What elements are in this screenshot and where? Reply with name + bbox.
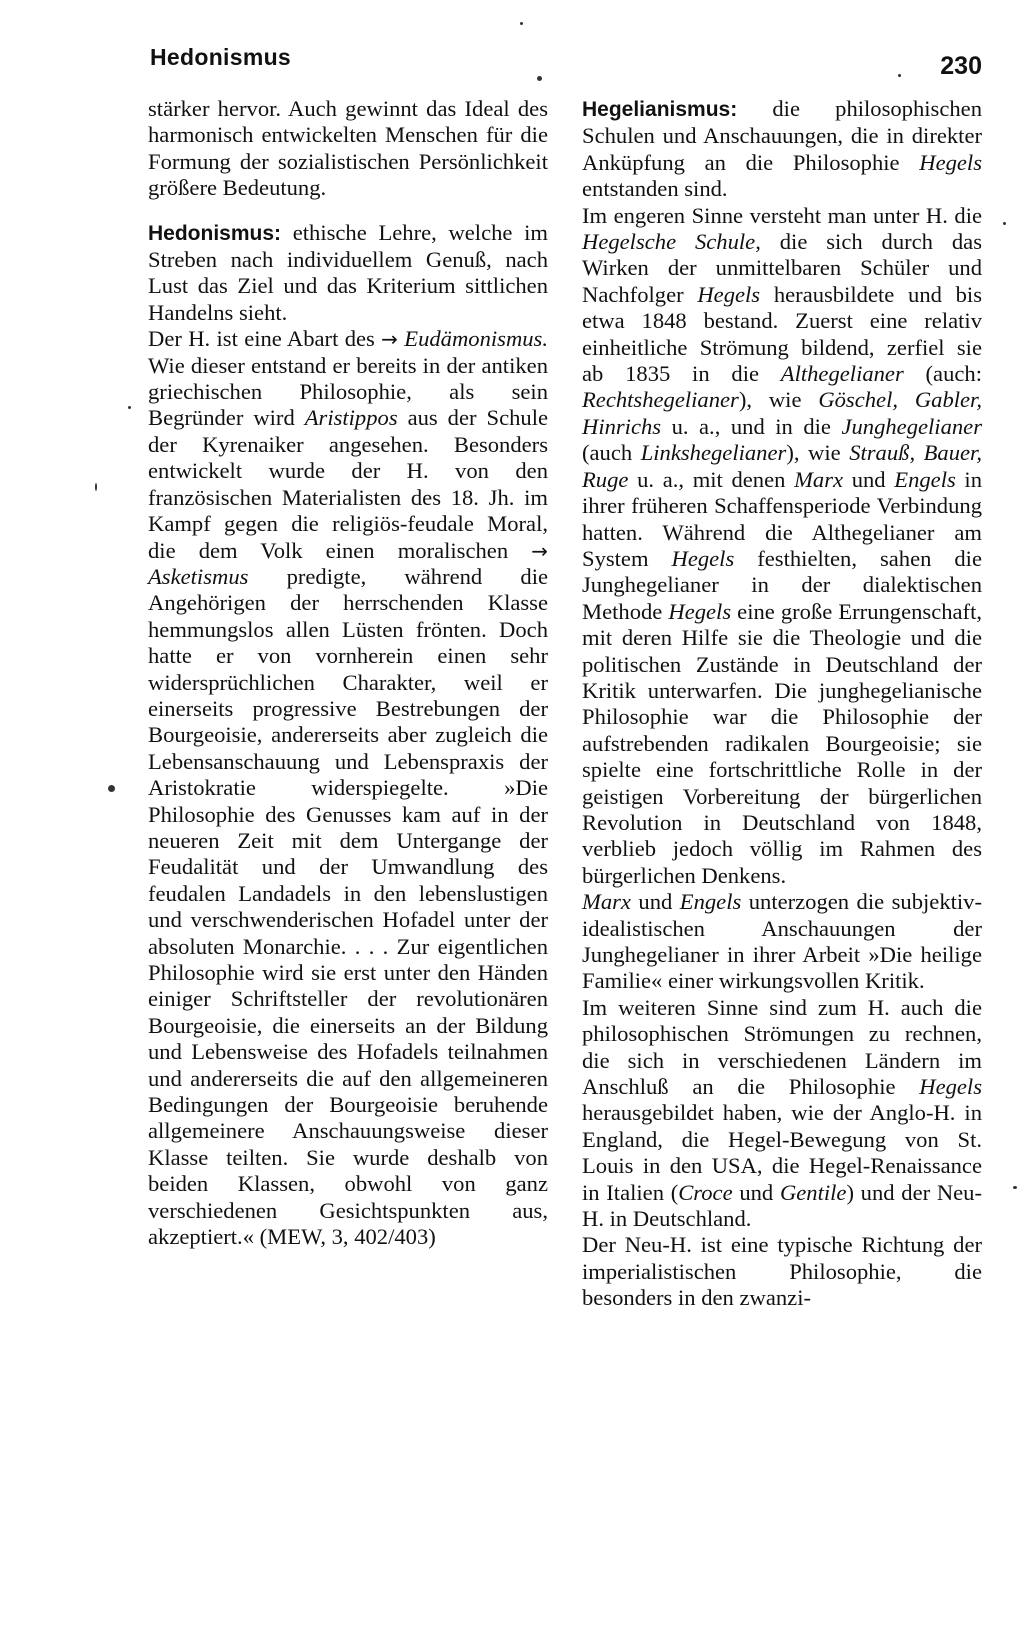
text-run: ) und der Neu-H. in Deutschland. — [582, 1179, 983, 1232]
headword-hegelianismus: Hegelianismus: — [582, 98, 738, 121]
name-hegels: Hegels — [697, 281, 761, 307]
paragraph-marx-engels-critique — [582, 889, 982, 995]
name-hegels: Hegels — [919, 149, 982, 175]
left-column — [148, 96, 548, 1250]
text-run: die sich durch das Wirken der unmittelbaren Schüler und Nachfolger — [582, 229, 982, 307]
term-linkshegelianer: Linkshegelianer — [640, 440, 787, 466]
name-engels: Engels — [894, 466, 956, 492]
entry-hegelianismus — [582, 96, 982, 203]
name-hegels: Hegels — [668, 598, 732, 624]
definition-hedonismus: ethische Lehre, welche im Streben nach individuellem Genuß, nach Lust das Ziel und das Kriterium sittlichen Handelns sieht. — [148, 219, 548, 325]
text-run: ), wie — [738, 387, 819, 413]
paragraph-narrow-sense — [582, 203, 982, 890]
text-run: (auch — [582, 440, 641, 466]
right-column — [582, 96, 982, 1312]
text-run: festhielten, sahen die Junghegelianer in der dialektischen Methode — [582, 545, 982, 624]
text-run: und — [630, 889, 680, 915]
headword-hedonismus: Hedonismus: — [148, 221, 282, 245]
text-run: aus der Schule der Kyrenaiker angesehen. Besonders entwickelt wurde der H. von den französischen Materialisten des 18. Jh. im Kampf gegen die religiös-feudale Moral, die dem Volk einen moralischen — [148, 405, 548, 563]
cross-reference-arrow-icon: → — [531, 538, 548, 563]
name-marx: Marx — [794, 466, 844, 492]
name-hegels: Hegels — [671, 545, 735, 571]
text-run: u. a., und in die — [661, 413, 842, 439]
text-run: (auch: — [903, 361, 982, 387]
term-junghegelianer: Junghegelianer — [841, 413, 982, 439]
names-strauss-bauer-ruge: Strauß, Bauer, Ruge — [582, 440, 982, 492]
term-althegelianer: Althegelianer — [780, 361, 904, 387]
text-run: die philosophischen Schulen und Anschauungen, die in direkter Anküpfung an die Philosophie — [582, 96, 982, 175]
paragraph-hedonismus-history — [148, 326, 548, 1250]
text-run: u. a., mit denen — [628, 466, 795, 492]
scan-speck — [95, 483, 97, 491]
running-head: Hedonismus — [150, 44, 292, 70]
scan-speck — [520, 22, 523, 25]
name-croce: Croce — [678, 1179, 733, 1205]
name-aristippos: Aristippos — [304, 405, 398, 431]
scan-speck — [1003, 222, 1006, 225]
name-engels: Engels — [679, 889, 742, 915]
text-run: ), wie — [786, 440, 850, 466]
names-goeschel-gabler-hinrichs: Göschel, Gabler, Hinrichs — [582, 387, 982, 439]
text-run: unterzogen die subjektiv-idealistischen Anschauungen der Junghegelianer in ihrer Arbeit »Die heilige Familie« einer wirkungsvollen Kritik. — [582, 889, 982, 994]
text-run: Im weiteren Sinne sind zum H. auch die philosophischen Strömungen zu rechnen, die sich in verschiedenen Ländern im Anschluß an die Philosophie — [582, 994, 982, 1100]
text-run: herausbildete und bis etwa 1848 bestand. Zuerst eine relativ einheitliche Strömung bildend, zerfiel sie ab 1835 in die — [582, 281, 983, 387]
term-rechtshegelianer: Rechtshegelianer — [582, 387, 739, 413]
text-run: Der H. ist eine Abart des — [148, 326, 382, 352]
text-run: entstanden sind. — [582, 176, 728, 202]
paragraph-wider-sense — [582, 995, 982, 1233]
entry-hedonismus — [148, 220, 548, 327]
continuation-paragraph: stärker hervor. Auch gewinnt das Ideal des harmonisch entwickelten Menschen für die Formung der sozialistischen Persönlichkeit größere Bedeutung. — [148, 96, 548, 201]
name-gentile: Gentile — [779, 1179, 847, 1205]
scan-speck — [898, 74, 901, 77]
text-run: und — [843, 466, 895, 492]
cross-reference-asketismus[interactable]: Asketismus — [148, 563, 249, 589]
page-number: 230 — [940, 52, 982, 80]
scan-speck — [537, 76, 542, 81]
scan-speck — [108, 785, 115, 792]
name-hegels: Hegels — [919, 1074, 982, 1100]
term-hegelsche-schule: Hegelsche Schule, — [582, 229, 761, 255]
cross-reference-arrow-icon: → — [381, 327, 398, 352]
text-run: Im engeren Sinne versteht man unter H. die — [582, 202, 982, 228]
text-run: predigte, während die Angehörigen der herrschenden Klasse hemmungslos allen Lüsten frönten. Doch hatte er von vornherein einen sehr widersprüchlichen Charakter, weil er einerseits progressive Bestrebungen der Bourgeoisie, andererseits aber zugleich die Lebensanschauung und Lebenspraxis der Aristokratie widerspiegelte. »Die Philosophie des Genusses kam auf in der neueren Zeit mit dem Untergange der Feudalität und der Umwandlung des feudalen Landadels in den lebenslustigen und verschwenderischen Hofadel unter der absoluten Monarchie. . . . Zur eigentlichen Philosophie wird sie erst unter den Händen einiger Schriftsteller der revolutionären Bourgeoisie, die einerseits an der Bildung und Lebensweise des Hofadels teilnahmen und andererseits die auf den allgemeineren Bedingungen der Bourgeoisie beruhende allgemeinere Anschauungsweise dieser Klasse teilten. Sie wurde deshalb von beiden Klassen, obwohl von ganz verschiedenen Gesichtspunkten aus, akzeptiert.« (MEW, 3, 402/403) — [148, 563, 548, 1250]
text-run: eine große Errungenschaft, mit deren Hilfe sie die Theologie und die politischen Zustände in Deutschland der Kritik unterwarfen. Die junghegelianische Philosophie war die Philosophie der aufstrebenden radikalen Bourgeoisie; sie spielte eine fortschrittliche Rolle in der geistigen Vorbereitung der bürgerlichen Revolution in Deutschland von 1848, verblieb jedoch völlig im Rahmen des bürgerlichen Denkens. — [582, 598, 982, 888]
text-run: Wie dieser entstand er bereits in der antiken griechischen Philosophie, als sein Begründer wird — [148, 352, 548, 431]
paragraph-neu-hegelianismus: Der Neu-H. ist eine typische Richtung der imperialistischen Philosophie, die besonders in den zwanzi- — [582, 1232, 982, 1311]
scan-speck — [1013, 1186, 1017, 1189]
name-marx: Marx — [582, 889, 631, 915]
scan-speck — [128, 406, 131, 409]
text-run: in ihrer früheren Schaffensperiode Verbindung hatten. Während die Althegelianer am System — [582, 466, 982, 571]
cross-reference-eudaemonismus[interactable]: Eudämonismus. — [404, 326, 548, 352]
text-run: herausgebildet haben, wie der Anglo-H. in England, die Hegel-Bewegung von St. Louis in den USA, die Hegel-Renaissance in Italien ( — [582, 1100, 982, 1205]
text-run: und — [732, 1179, 780, 1205]
